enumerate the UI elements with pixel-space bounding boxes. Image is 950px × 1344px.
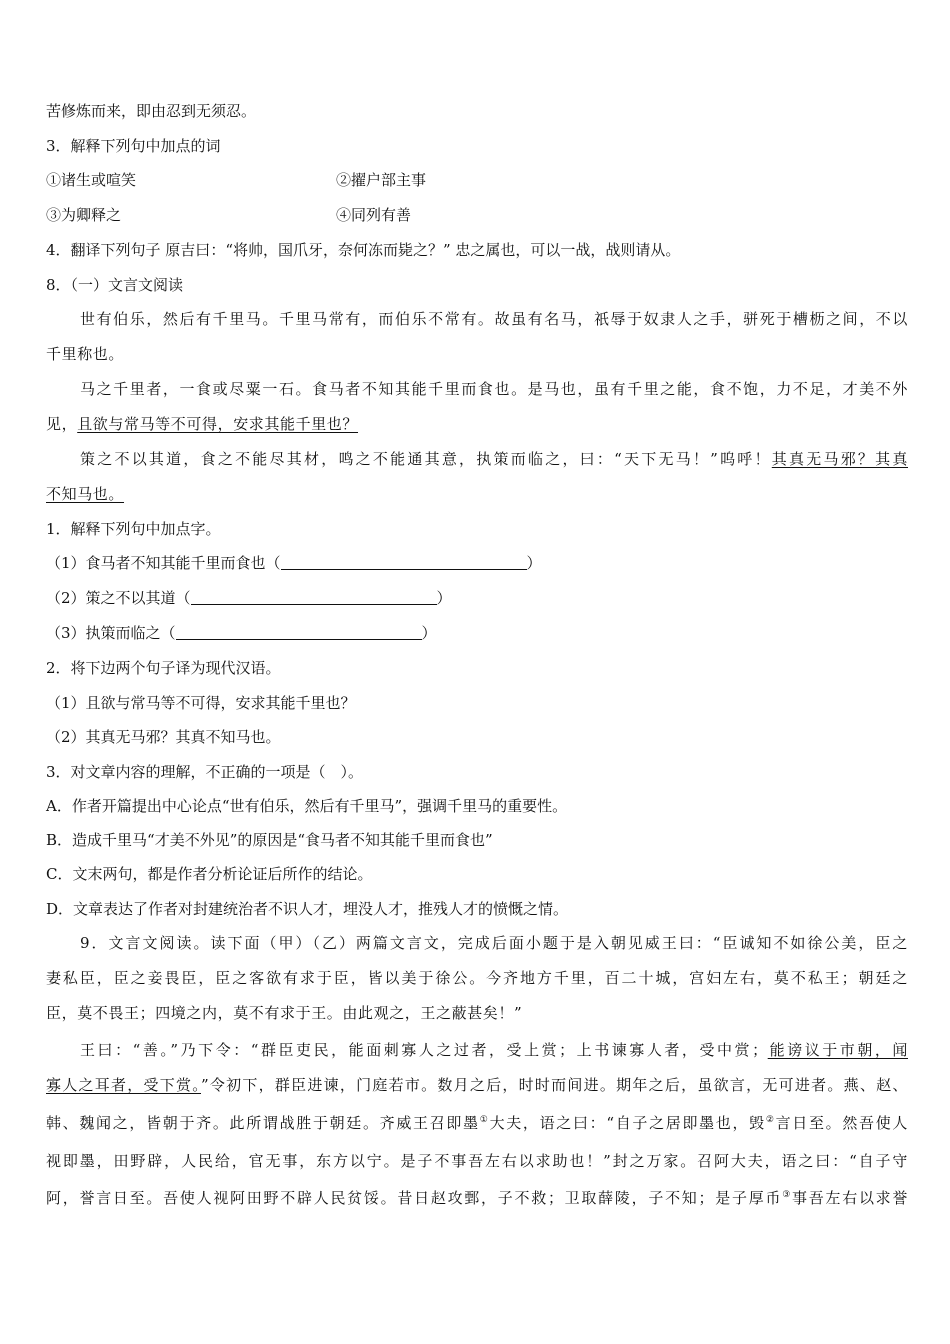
q8-passage-line-2: 千里称也。: [46, 345, 125, 363]
q9-line-8: [46, 1188, 908, 1208]
q7-item-3: ③为卿释之: [46, 206, 122, 224]
q9-text: 阿，誉言日至。吾使人视阿田野不辟人民贫馁。昔日赵攻鄄，子不救；卫取薛陵，子不知；是子厚币: [46, 1189, 783, 1207]
close-paren: ）: [421, 624, 437, 642]
q8-question-3-title: 3．对文章内容的理解，不正确的一项是（ ）。: [46, 763, 364, 781]
q9-text: 言日至。然吾使人: [775, 1114, 909, 1132]
q8-question-2-item-1: （1）且欲与常马等不可得，安求其能千里也？: [46, 694, 356, 712]
q8-passage-line-1: 世有伯乐，然后有千里马。千里马常有，而伯乐不常有。故虽有名马，祇辱于奴隶人之手，骈死于槽枥之间，不以: [80, 310, 908, 328]
q8-option-d: D．文章表达了作者对封建统治者不识人才，埋没人才，推残人才的愤慨之情。: [46, 900, 569, 918]
footnote-marker-1: ①: [479, 1115, 490, 1125]
q8-underlined-sentence-2b: 不知马也。: [46, 485, 125, 503]
q9-line-6: [46, 1113, 908, 1133]
q8-passage-text: 策之不以其道，食之不能尽其材，鸣之不能通其意，执策而临之，曰：“天下无马！”呜呼！: [80, 450, 772, 468]
q7-question-4: 4．翻译下列句子 原吉曰：“将帅，国爪牙，奈何冻而毙之？” 忠之属也，可以一战，战则请从。: [46, 241, 681, 259]
answer-blank[interactable]: [191, 590, 437, 605]
q9-text: ”令初下，群臣进谏，门庭若市。数月之后，时时而间进。期年之后，虽欲言，无可进者。燕、赵、: [201, 1076, 908, 1094]
q8-option-c: C．文末两句，都是作者分析论证后所作的结论。: [46, 865, 373, 883]
q8-underlined-sentence-1: 且欲与常马等不可得，安求其能千里也？: [77, 415, 359, 433]
answer-blank[interactable]: [281, 555, 527, 570]
q8-passage-text: 见，: [46, 415, 78, 433]
q7-question-3-row-1: [46, 170, 908, 190]
footnote-marker-2: ②: [765, 1115, 776, 1125]
q7-tail: 苦修炼而来，即由忍到无须忍。: [46, 102, 257, 120]
q9-text: 大夫，语之曰：“自子之居即墨也，毁: [489, 1114, 766, 1132]
q7-item-2: ②擢户部主事: [336, 171, 427, 189]
q8-passage-line-4: [46, 414, 908, 434]
q9-line-1: 9．文言文阅读。读下面（甲）（乙）两篇文言文，完成后面小题于是入朝见威王曰：“臣诚知不如徐公美，臣之: [80, 934, 908, 952]
q7-item-1: ①诸生或喧笑: [46, 171, 137, 189]
q8-option-b: B．造成千里马“才美不外见”的原因是“食马者不知其能千里而食也”: [46, 831, 493, 849]
q8-passage-line-6: [46, 484, 908, 504]
q9-underlined-sentence-a: 能谤议于市朝，闻: [767, 1041, 909, 1059]
q8-question-1-item-2: [46, 588, 908, 608]
q8-question-1-text: （2）策之不以其道（: [46, 589, 191, 607]
q8-underlined-sentence-2a: 其真无马邪？其真: [771, 450, 908, 468]
q9-underlined-sentence-b: 寡人之耳者，受下赏。: [46, 1076, 201, 1094]
q8-passage-line-3: 马之千里者，一食或尽粟一石。食马者不知其能千里而食也。是马也，虽有千里之能，食不饱，力不足，才美不外: [80, 380, 908, 398]
q8-question-2-title: 2．将下边两个句子译为现代汉语。: [46, 659, 281, 677]
q9-text: 韩、魏闻之，皆朝于齐。此所谓战胜于朝廷。齐威王召即墨: [46, 1114, 480, 1132]
q8-question-1-text: （3）执策而临之（: [46, 624, 176, 642]
q7-item-4: ④同列有善: [336, 206, 412, 224]
q7-question-3-title: 3．解释下列句中加点的词: [46, 137, 221, 155]
answer-blank[interactable]: [176, 625, 422, 640]
close-paren: ）: [436, 589, 452, 607]
q8-question-2-item-2: （2）其真无马邪？其真不知马也。: [46, 728, 281, 746]
footnote-marker-3: ③: [782, 1190, 793, 1200]
q8-question-1-text: （1）食马者不知其能千里而食也（: [46, 554, 281, 572]
q9-line-3: 臣，莫不畏王；四境之内，莫不有求于王。由此观之，王之蔽甚矣！”: [46, 1004, 523, 1022]
q8-question-1-title: 1．解释下列句中加点字。: [46, 520, 221, 538]
q9-line-4: [80, 1040, 908, 1060]
q8-header: 8．（一）文言文阅读: [46, 276, 184, 294]
close-paren: ）: [526, 554, 542, 572]
q9-text: 事吾左右以求誉: [792, 1189, 909, 1207]
q8-option-a: A．作者开篇提出中心论点“世有伯乐，然后有千里马”，强调千里马的重要性。: [46, 797, 568, 815]
q8-question-1-item-3: [46, 623, 908, 643]
q9-line-2: 妻私臣，臣之妾畏臣，臣之客欲有求于臣，皆以美于徐公。今齐地方千里，百二十城，宫妇左右，莫不私王；朝廷之: [46, 969, 908, 987]
q7-question-3-row-2: [46, 205, 908, 225]
q9-line-7: 视即墨，田野辟，人民给，官无事，东方以宁。是子不事吾左右以求助也！”封之万家。召阿大夫，语之曰：“自子守: [46, 1152, 908, 1170]
q8-passage-line-5: [80, 449, 908, 469]
q8-question-1-item-1: [46, 553, 908, 573]
q9-line-5: [46, 1075, 908, 1095]
q9-text: 王曰：“善。”乃下令：“群臣吏民，能面刺寡人之过者，受上赏；上书谏寡人者，受中赏；: [80, 1041, 768, 1059]
